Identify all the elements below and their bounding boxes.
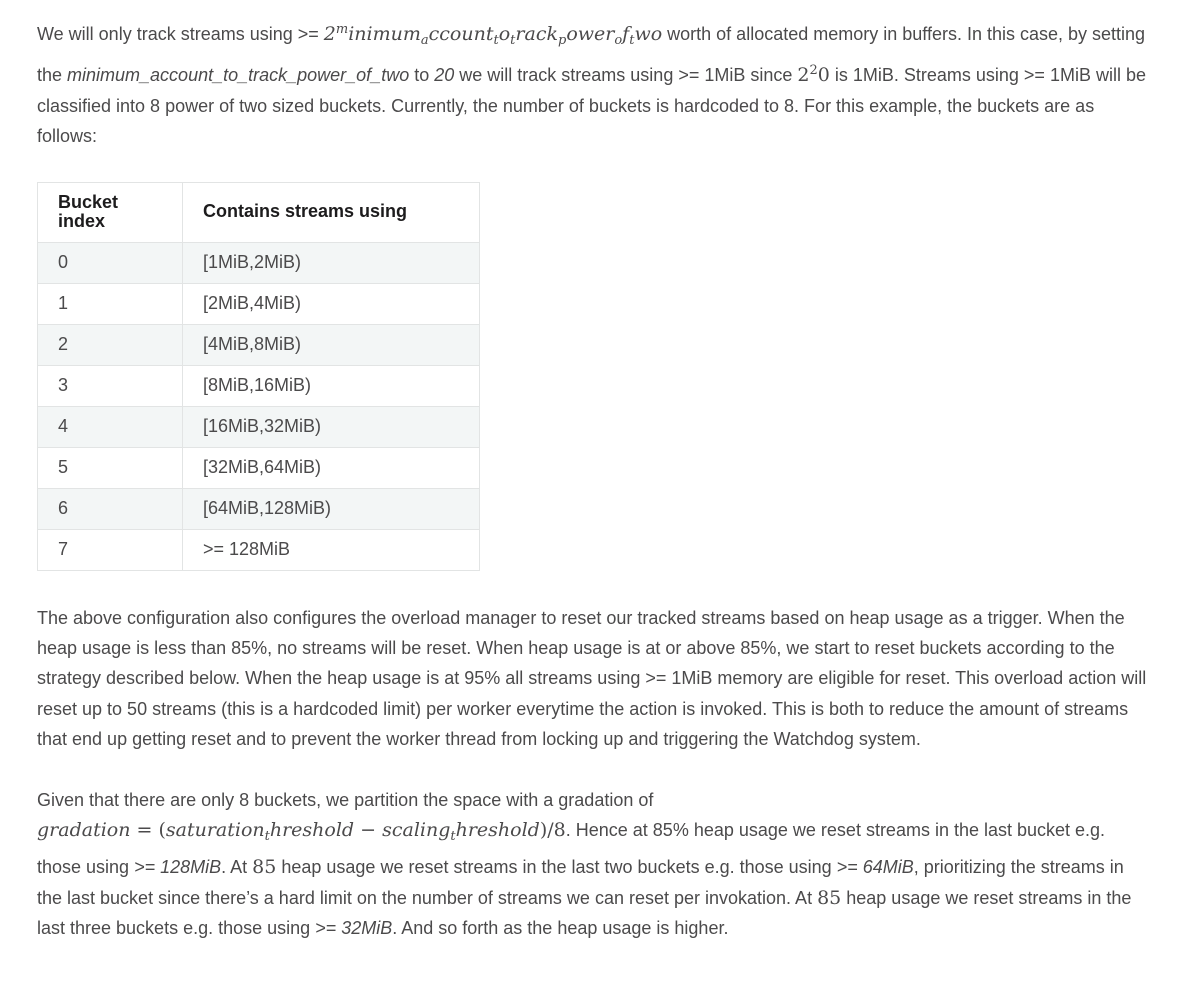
buckets-table-body xyxy=(38,242,480,570)
bucket-range-cell: [64MiB,128MiB) xyxy=(183,488,480,529)
text-run: . Hence at 85% heap usage we reset streams in the last bucket e.g. those using xyxy=(37,820,1106,878)
table-row xyxy=(38,447,480,488)
text-run: . At xyxy=(221,857,253,878)
math-text: ccount xyxy=(428,23,494,45)
math-text: 2 xyxy=(809,63,818,79)
bucket-range-cell: [8MiB,16MiB) xyxy=(183,365,480,406)
table-row xyxy=(38,488,480,529)
buckets-table xyxy=(37,182,480,571)
math-text: ower xyxy=(566,23,615,45)
math-text: gradation xyxy=(37,819,131,842)
math-formula xyxy=(323,22,663,48)
math-formula xyxy=(797,65,829,85)
math-text: inimum xyxy=(348,23,421,45)
bucket-range-cell: [4MiB,8MiB) xyxy=(183,324,480,365)
math-text: o xyxy=(614,33,623,48)
math-text: 85 xyxy=(252,856,277,879)
bucket-index-cell: 2 xyxy=(38,324,183,365)
math-formula xyxy=(37,819,566,845)
table-row xyxy=(38,242,480,283)
table-row xyxy=(38,324,480,365)
buckets-table-head xyxy=(38,182,480,242)
bucket-range-cell: [32MiB,64MiB) xyxy=(183,447,480,488)
text-run: , prioritizing the streams in the last bucket since there’s a hard limit on the number of streams we can reset per invokation. At xyxy=(37,857,1124,908)
table-header-row xyxy=(38,182,480,242)
math-text: − xyxy=(354,819,383,842)
text-run: we will track streams using >= 1MiB since xyxy=(454,65,798,86)
text-run: The above configuration also configures the overload manager to reset our tracked streams based on heap usage as a trigger. When the heap usage is less than 85%, no streams will be reset. When heap usage is at or above 85%, we start to reset buckets according to the strategy described below. When the heap usage is at 95% all streams using >= 1MiB memory are eligible for reset. This overload action will reset up to 50 streams (this is a hardcoded limit) per worker everytime the action is invoked. This is both to reduce the amount of streams that end up getting reset and to prevent the worker thread from locking up and triggering the Watchdog system. xyxy=(37,607,1147,750)
column-header: Bucket index xyxy=(38,182,183,242)
italic-text: 20 xyxy=(434,65,455,86)
table-row xyxy=(38,365,480,406)
italic-text: >= 32MiB xyxy=(315,918,393,939)
math-text: m xyxy=(335,22,349,37)
math-text: t xyxy=(450,829,456,845)
bucket-index-cell: 4 xyxy=(38,406,183,447)
text-run: We will only track streams using >= xyxy=(37,24,324,44)
math-text: t xyxy=(264,829,270,845)
table-row xyxy=(38,283,480,324)
math-text: t xyxy=(510,33,516,48)
math-text: a xyxy=(420,33,429,48)
bucket-index-cell: 3 xyxy=(38,365,183,406)
overload-paragraph xyxy=(37,603,1150,755)
math-text: t xyxy=(493,33,499,48)
math-text: 2 xyxy=(323,23,336,45)
bucket-range-cell: [1MiB,2MiB) xyxy=(183,242,480,283)
text-run: is 1MiB. Streams using >= 1MiB will be classified into 8 power of two sized buckets. Currently, the number of buckets is hardcoded to 8. For this example, the buckets are as follows: xyxy=(37,65,1146,147)
math-text: 85 xyxy=(817,886,842,909)
math-text: = ( xyxy=(130,819,166,842)
bucket-index-cell: 1 xyxy=(38,283,183,324)
text-run: Given that there are only 8 buckets, we partition the space with a gradation of xyxy=(37,789,654,810)
bucket-index-cell: 0 xyxy=(38,242,183,283)
gradation-paragraph xyxy=(37,785,1150,944)
bucket-index-cell: 5 xyxy=(38,447,183,488)
table-row xyxy=(38,529,480,570)
math-text: rack xyxy=(515,23,558,45)
italic-text: minimum_account_to_track_power_of_two xyxy=(67,65,410,86)
bucket-range-cell: >= 128MiB xyxy=(183,529,480,570)
intro-paragraph xyxy=(37,15,1150,152)
math-text: hreshold xyxy=(269,819,355,842)
math-text: scaling xyxy=(382,819,451,842)
bucket-index-cell: 6 xyxy=(38,488,183,529)
math-text: o xyxy=(498,23,511,45)
text-run: heap usage we reset streams in the last three buckets e.g. those using xyxy=(37,887,1132,939)
math-text: hreshold xyxy=(455,819,540,842)
text-run: heap usage we reset streams in the last two buckets e.g. those using xyxy=(276,857,837,878)
math-text: wo xyxy=(634,23,663,45)
bucket-index-cell: 7 xyxy=(38,529,183,570)
text-run: to xyxy=(409,65,435,86)
text-run: . And so forth as the heap usage is higher. xyxy=(392,918,729,939)
italic-text: >= 64MiB xyxy=(836,857,914,878)
math-text: p xyxy=(557,33,567,48)
math-text: )/8 xyxy=(539,819,566,842)
column-header: Contains streams using xyxy=(183,182,480,242)
italic-text: >= 128MiB xyxy=(134,857,222,878)
math-text: 2 xyxy=(797,64,810,87)
bucket-range-cell: [16MiB,32MiB) xyxy=(183,406,480,447)
math-text: 0 xyxy=(817,64,830,87)
table-row xyxy=(38,406,480,447)
math-text: saturation xyxy=(165,819,265,842)
math-text: t xyxy=(629,33,635,48)
math-text: f xyxy=(622,23,630,45)
text-run: worth of allocated memory in buffers. In this case, by setting the xyxy=(37,24,1146,86)
bucket-range-cell: [2MiB,4MiB) xyxy=(183,283,480,324)
